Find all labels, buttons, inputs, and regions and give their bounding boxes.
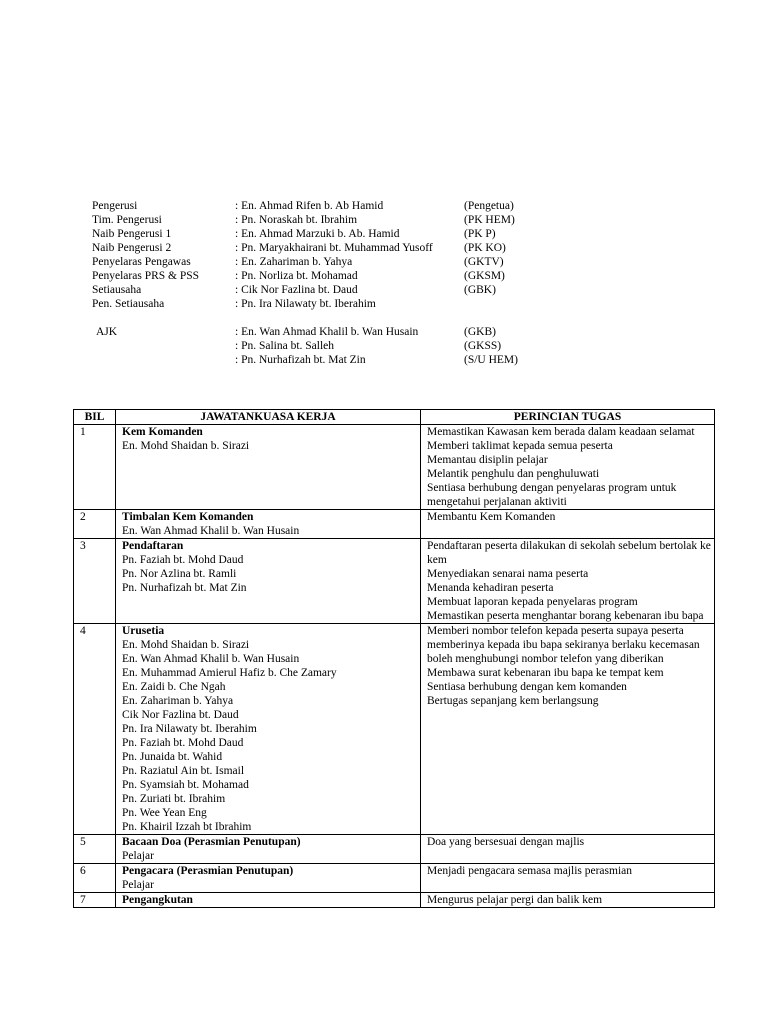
table-row	[74, 539, 715, 624]
member-code: (GKB)	[464, 326, 496, 338]
committee-cell	[116, 425, 421, 510]
committee-member: Pn. Khairil Izzah bt Ibrahim	[122, 821, 252, 833]
committee-member: Pelajar	[122, 879, 154, 891]
committee-title: Pengacara (Perasmian Penutupan)	[122, 865, 294, 877]
committee-member: Pn. Nor Azlina bt. Ramli	[122, 568, 237, 580]
duty-item: Menanda kehadiran peserta	[427, 582, 554, 594]
table-row	[74, 624, 715, 835]
row-number: 1	[74, 425, 116, 510]
row-number: 3	[74, 539, 116, 624]
duty-item: Mengurus pelajar pergi dan balik kem	[427, 894, 603, 906]
table-header-row	[74, 410, 715, 425]
committee-member: En. Wan Ahmad Khalil b. Wan Husain	[122, 653, 300, 665]
duty-item: Membantu Kem Komanden	[427, 511, 556, 523]
duties-cell	[421, 425, 715, 510]
committee-member: En. Wan Ahmad Khalil b. Wan Husain	[122, 525, 300, 537]
committee-member: Pn. Ira Nilawaty bt. Iberahim	[122, 723, 257, 735]
row-number: 6	[74, 864, 116, 893]
duty-item: Memastikan Kawasan kem berada dalam keadaan selamat	[427, 426, 695, 438]
role-label: Pengerusi	[92, 200, 138, 212]
member-name: : Pn. Maryakhairani bt. Muhammad Yusoff	[235, 242, 433, 254]
committee-cell	[116, 893, 421, 908]
committee-title: Urusetia	[122, 625, 165, 637]
member-name: : En. Ahmad Marzuki b. Ab. Hamid	[235, 228, 400, 240]
committee-member: En. Muhammad Amierul Hafiz b. Che Zamary	[122, 667, 337, 679]
duty-item: Memberi taklimat kepada semua peserta	[427, 440, 613, 452]
committee-member: Pn. Syamsiah bt. Mohamad	[122, 779, 249, 791]
ajk-row	[92, 325, 552, 339]
duty-item: Menjadi pengacara semasa majlis perasmian	[427, 865, 633, 877]
row-number: 5	[74, 835, 116, 864]
duties-cell	[421, 539, 715, 624]
member-code: (PK HEM)	[464, 214, 515, 226]
member-code: (GKSS)	[464, 340, 502, 352]
duty-item: Memantau disiplin pelajar	[427, 454, 548, 466]
member-code: (GKSM)	[464, 270, 505, 282]
committee-title: Kem Komanden	[122, 426, 203, 438]
ajk-row	[92, 339, 552, 353]
committee-member: En. Zaidi b. Che Ngah	[122, 681, 226, 693]
committee-row	[92, 241, 552, 255]
member-code: (PK KO)	[464, 242, 506, 254]
duty-item: Memastikan peserta menghantar borang kebenaran ibu bapa	[427, 610, 704, 622]
header-duties: PERINCIAN TUGAS	[421, 410, 715, 425]
role-label: Penyelaras PRS & PSS	[92, 270, 200, 282]
committee-row	[92, 199, 552, 213]
committee-member: Pn. Zuriati bt. Ibrahim	[122, 793, 226, 805]
member-name: : Pn. Norliza bt. Mohamad	[235, 270, 358, 282]
table-row	[74, 835, 715, 864]
committee-member: Pn. Wee Yean Eng	[122, 807, 207, 819]
duty-item: Memberi nombor telefon kepada peserta supaya peserta memberinya kepada ibu bapa sekiranya berlaku kecemasan boleh menghubungi nombor telefon yang diberikan	[427, 625, 700, 665]
duty-item: Membuat laporan kepada penyelaras program	[427, 596, 638, 608]
committee-member: En. Mohd Shaidan b. Sirazi	[122, 440, 250, 452]
header-committee: JAWATANKUASA KERJA	[116, 410, 421, 425]
role-label: Penyelaras Pengawas	[92, 256, 191, 268]
committee-row	[92, 227, 552, 241]
committee-cell	[116, 539, 421, 624]
committee-list	[92, 199, 552, 367]
committee-cell	[116, 624, 421, 835]
duty-item: Bertugas sepanjang kem berlangsung	[427, 695, 599, 707]
committee-title: Timbalan Kem Komanden	[122, 511, 254, 523]
ajk-row	[92, 353, 552, 367]
committee-member: Cik Nor Fazlina bt. Daud	[122, 709, 239, 721]
committee-cell	[116, 864, 421, 893]
spacer	[92, 311, 552, 325]
committee-member: Pn. Junaida bt. Wahid	[122, 751, 223, 763]
member-code: (GBK)	[464, 284, 496, 296]
duty-item: Sentiasa berhubung dengan kem komanden	[427, 681, 627, 693]
committee-cell	[116, 510, 421, 539]
role-label: Pen. Setiausaha	[92, 298, 165, 310]
member-code: (Pengetua)	[464, 200, 514, 212]
header-bil: BIL	[74, 410, 116, 425]
committee-member: Pn. Raziatul Ain bt. Ismail	[122, 765, 245, 777]
member-name: : Pn. Salina bt. Salleh	[235, 340, 335, 352]
member-code: (PK P)	[464, 228, 496, 240]
row-number: 2	[74, 510, 116, 539]
committee-member: Pn. Faziah bt. Mohd Daud	[122, 554, 244, 566]
table-row	[74, 864, 715, 893]
committee-title: Bacaan Doa (Perasmian Penutupan)	[122, 836, 301, 848]
duty-item: Membawa surat kebenaran ibu bapa ke tempat kem	[427, 667, 664, 679]
committee-member: Pn. Nurhafizah bt. Mat Zin	[122, 582, 247, 594]
duty-item: Menyediakan senarai nama peserta	[427, 568, 589, 580]
member-name: : En. Zahariman b. Yahya	[235, 256, 353, 268]
duty-item: Sentiasa berhubung dengan penyelaras program untuk mengetahui perjalanan aktiviti	[427, 482, 677, 508]
row-number: 4	[74, 624, 116, 835]
member-name: : Pn. Nurhafizah bt. Mat Zin	[235, 354, 366, 366]
role-label: Tim. Pengerusi	[92, 214, 162, 226]
duties-cell	[421, 624, 715, 835]
duties-cell	[421, 893, 715, 908]
role-label: Naib Pengerusi 2	[92, 242, 172, 254]
row-number: 7	[74, 893, 116, 908]
committee-title: Pengangkutan	[122, 894, 193, 906]
member-name: : En. Ahmad Rifen b. Ab Hamid	[235, 200, 384, 212]
committee-row	[92, 213, 552, 227]
duties-cell	[421, 864, 715, 893]
committee-member: En. Zahariman b. Yahya	[122, 695, 234, 707]
role-label: Naib Pengerusi 1	[92, 228, 172, 240]
duty-item: Doa yang bersesuai dengan majlis	[427, 836, 585, 848]
committee-member: Pelajar	[122, 850, 154, 862]
member-name: : En. Wan Ahmad Khalil b. Wan Husain	[235, 326, 419, 338]
committee-cell	[116, 835, 421, 864]
duties-cell	[421, 835, 715, 864]
role-label: Setiausaha	[92, 284, 142, 296]
committee-member: En. Mohd Shaidan b. Sirazi	[122, 639, 250, 651]
committee-row	[92, 297, 552, 311]
table-row	[74, 425, 715, 510]
table-body	[74, 425, 715, 908]
committee-member: Pn. Faziah bt. Mohd Daud	[122, 737, 244, 749]
committee-row	[92, 283, 552, 297]
ajk-label: AJK	[96, 326, 118, 338]
duty-item: Pendaftaran peserta dilakukan di sekolah sebelum bertolak ke kem	[427, 540, 711, 566]
committee-row	[92, 269, 552, 283]
committee-title: Pendaftaran	[122, 540, 184, 552]
member-code: (GKTV)	[464, 256, 504, 268]
member-name: : Cik Nor Fazlina bt. Daud	[235, 284, 358, 296]
duty-item: Melantik penghulu dan penghuluwati	[427, 468, 600, 480]
committee-row	[92, 255, 552, 269]
member-code: (S/U HEM)	[464, 354, 518, 366]
duties-cell	[421, 510, 715, 539]
duties-table	[73, 409, 715, 908]
table-row	[74, 893, 715, 908]
member-name: : Pn. Ira Nilawaty bt. Iberahim	[235, 298, 376, 310]
table-row	[74, 510, 715, 539]
member-name: : Pn. Noraskah bt. Ibrahim	[235, 214, 358, 226]
